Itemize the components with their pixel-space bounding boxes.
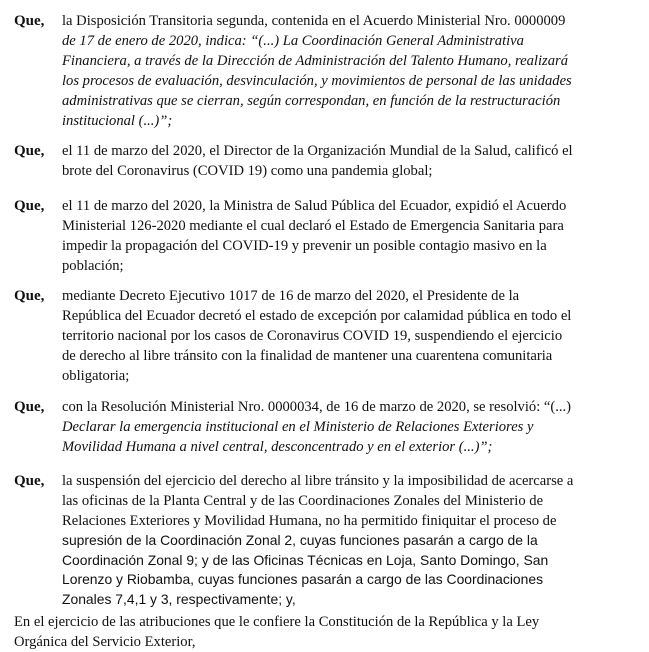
text-line: mediante Decreto Ejecutivo 1017 de 16 de marzo del 2020, el Presidente de la [62, 288, 520, 304]
closing-paragraph [14, 612, 634, 652]
text-line: Financiera, a través de la Dirección de Administración del Talento Humano, realizará [62, 53, 568, 69]
text-line: Ministerial 126-2020 mediante el cual declaró el Estado de Emergencia Sanitaria para [62, 218, 564, 234]
considerando-text [62, 141, 634, 181]
text-line: los procesos de evaluación, desvinculación, y movimientos de personal de las unidades [62, 73, 572, 89]
text-line: Coordinación Zonal 9; y de las Oficinas Técnicas en Loja, Santo Domingo, San [62, 551, 549, 568]
que-keyword: Que, [14, 198, 45, 214]
text-line: Movilidad Humana a nivel central, desconcentrado y en el exterior (...)”; [62, 439, 493, 455]
text-line: con la Resolución Ministerial Nro. 0000034, de 16 de marzo de 2020, se resolvió: “(...) [62, 399, 572, 415]
considerando-text [62, 471, 634, 609]
que-keyword: Que, [14, 143, 45, 159]
text-line: Zonales 7,4,1 y 3, respectivamente; y, [62, 590, 296, 607]
considerando-text [62, 286, 634, 386]
text-line: brote del Coronavirus (COVID 19) como una pandemia global; [62, 163, 433, 179]
text-line: la Disposición Transitoria segunda, contenida en el Acuerdo Ministerial Nro. 0000009 [62, 13, 566, 29]
text-line: de 17 de enero de 2020, indica: “(...) La Coordinación General Administrativa [62, 33, 524, 49]
text-line: de derecho al libre tránsito con la finalidad de mantener una cuarentena comunitaria [62, 348, 553, 364]
text-line: población; [62, 258, 124, 274]
text-line: supresión de la Coordinación Zonal 2, cuyas funciones pasarán a cargo de la [62, 532, 538, 548]
que-keyword: Que, [14, 399, 45, 415]
text-line: Declarar la emergencia institucional en el Ministerio de Relaciones Exteriores y [62, 419, 534, 435]
text-line: la suspensión del ejercicio del derecho al libre tránsito y la imposibilidad de acercarse a [62, 473, 574, 489]
text-line: las oficinas de la Planta Central y de las Coordinaciones Zonales del Ministerio de [62, 493, 544, 509]
text-line: el 11 de marzo del 2020, la Ministra de Salud Pública del Ecuador, expidió el Acuerdo [62, 198, 567, 214]
text-line: el 11 de marzo del 2020, el Director de la Organización Mundial de la Salud, calificó el [62, 143, 573, 159]
text-line: institucional (...)”; [62, 113, 173, 129]
considerando-text [62, 196, 634, 276]
text-line: obligatoria; [62, 368, 130, 384]
considerando-text [62, 397, 634, 457]
text-line: territorio nacional por los casos de Coronavirus COVID 19, suspendiendo el ejercicio [62, 328, 563, 344]
considerando-text [62, 11, 634, 131]
que-keyword: Que, [14, 473, 45, 489]
text-line: Orgánica del Servicio Exterior, [14, 634, 196, 650]
text-line: Relaciones Exteriores y Movilidad Humana, no ha permitido finiquitar el proceso de [62, 513, 557, 529]
text-line: administrativas que se cierran, según correspondan, en función de la restructuración [62, 93, 561, 109]
text-line: República del Ecuador decretó el estado de excepción por calamidad pública en todo el [62, 308, 572, 324]
text-line: impedir la propagación del COVID-19 y prevenir un posible contagio masivo en la [62, 238, 547, 254]
text-line: Lorenzo y Riobamba, cuyas funciones pasarán a cargo de las Coordinaciones [62, 571, 544, 587]
text-line: En el ejercicio de las atribuciones que le confiere la Constitución de la República y la Ley [14, 614, 540, 630]
que-keyword: Que, [14, 288, 45, 304]
que-keyword: Que, [14, 13, 45, 29]
